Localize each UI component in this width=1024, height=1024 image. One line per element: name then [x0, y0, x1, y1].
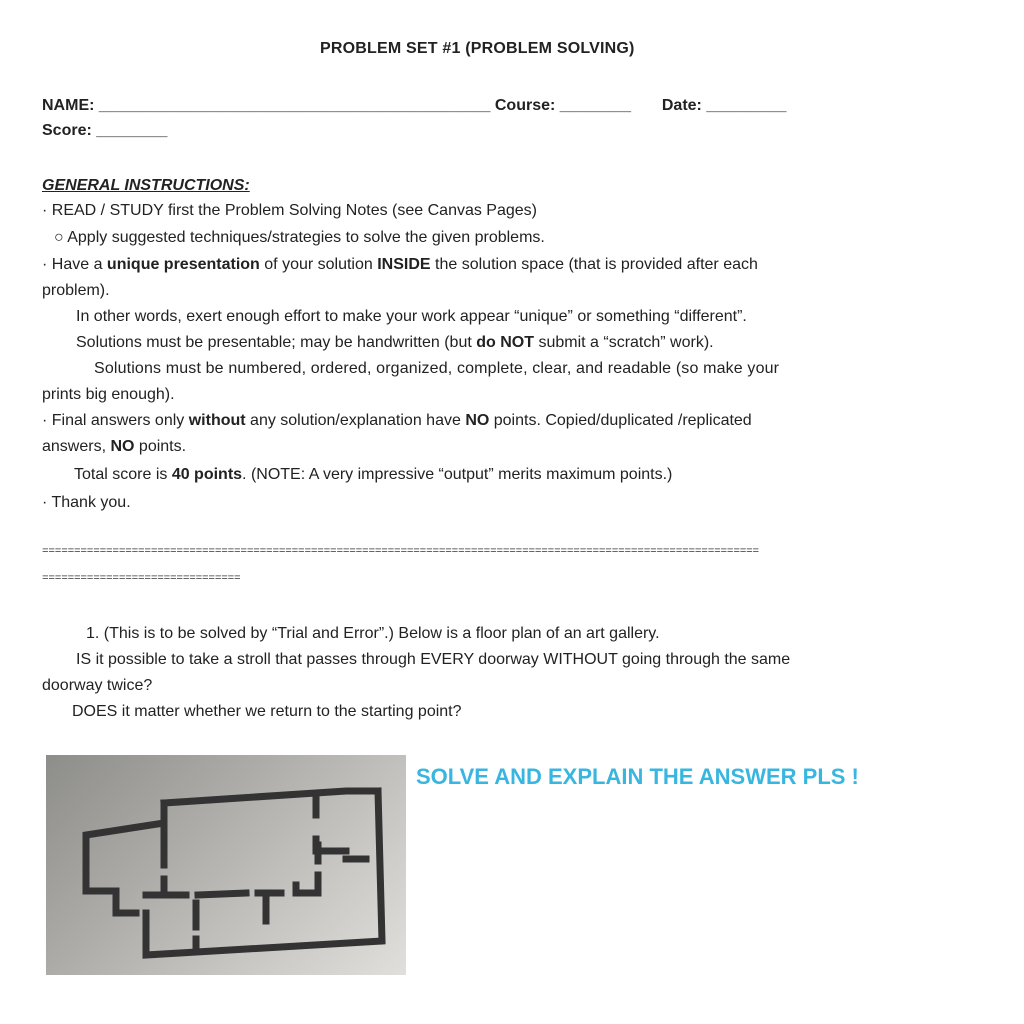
problem-1-question-1: IS it possible to take a stroll that passes through EVERY doorway WITHOUT going through the same	[76, 651, 791, 668]
floor-plan-walls	[86, 791, 382, 955]
separator-line-2: ===============================	[42, 573, 241, 585]
name-blank: ____________________________________________	[98, 97, 491, 114]
floor-plan-drawing	[46, 755, 406, 975]
instruction-bullet-2-cont: problem).	[42, 282, 110, 299]
instruction-para-2: Solutions must be presentable; may be handwritten (but do NOT submit a “scratch” work).	[76, 334, 714, 351]
instructions-heading: GENERAL INSTRUCTIONS:	[42, 177, 250, 194]
instruction-bullet-4: · Thank you.	[42, 494, 131, 511]
problem-1-statement: 1. (This is to be solved by “Trial and Error”.) Below is a floor plan of an art gallery.	[86, 625, 660, 642]
instruction-bullet-3: · Final answers only without any solution/explanation have NO points. Copied/duplicated /replicated	[42, 412, 752, 429]
instruction-bullet-3-cont: answers, NO points.	[42, 438, 187, 455]
instruction-bullet-1: · READ / STUDY first the Problem Solving Notes (see Canvas Pages)	[42, 202, 537, 219]
help-request-overlay: SOLVE AND EXPLAIN THE ANSWER PLS !	[416, 764, 859, 789]
course-label: Course:	[494, 97, 556, 114]
instruction-para-4: Total score is 40 points. (NOTE: A very impressive “output” merits maximum points.)	[74, 466, 673, 483]
problem-1-question-2: DOES it matter whether we return to the starting point?	[72, 703, 462, 720]
separator-line-1: ================================================================================================================	[42, 546, 759, 558]
instruction-bullet-2: · Have a unique presentation of your solution INSIDE the solution space (that is provided after each	[42, 256, 758, 273]
page-title: PROBLEM SET #1 (PROBLEM SOLVING)	[320, 40, 635, 57]
problem-1-question-1-cont: doorway twice?	[42, 677, 153, 694]
date-label: Date:	[661, 97, 702, 114]
instruction-para-3: Solutions must be numbered, ordered, organized, complete, clear, and readable (so make your	[94, 360, 780, 377]
instruction-para-1: In other words, exert enough effort to make your work appear “unique” or something “different”.	[76, 308, 747, 325]
instruction-sub-bullet: ○ Apply suggested techniques/strategies to solve the given problems.	[54, 229, 545, 246]
course-blank: ________	[559, 97, 631, 114]
score-label: Score:	[42, 122, 92, 139]
instruction-para-3-cont: prints big enough).	[42, 386, 175, 403]
name-label: NAME:	[42, 97, 95, 114]
score-row	[42, 121, 167, 141]
score-blank: ________	[96, 122, 168, 139]
date-blank: _________	[706, 97, 787, 114]
floor-plan-image	[46, 755, 406, 975]
name-row	[42, 96, 786, 116]
